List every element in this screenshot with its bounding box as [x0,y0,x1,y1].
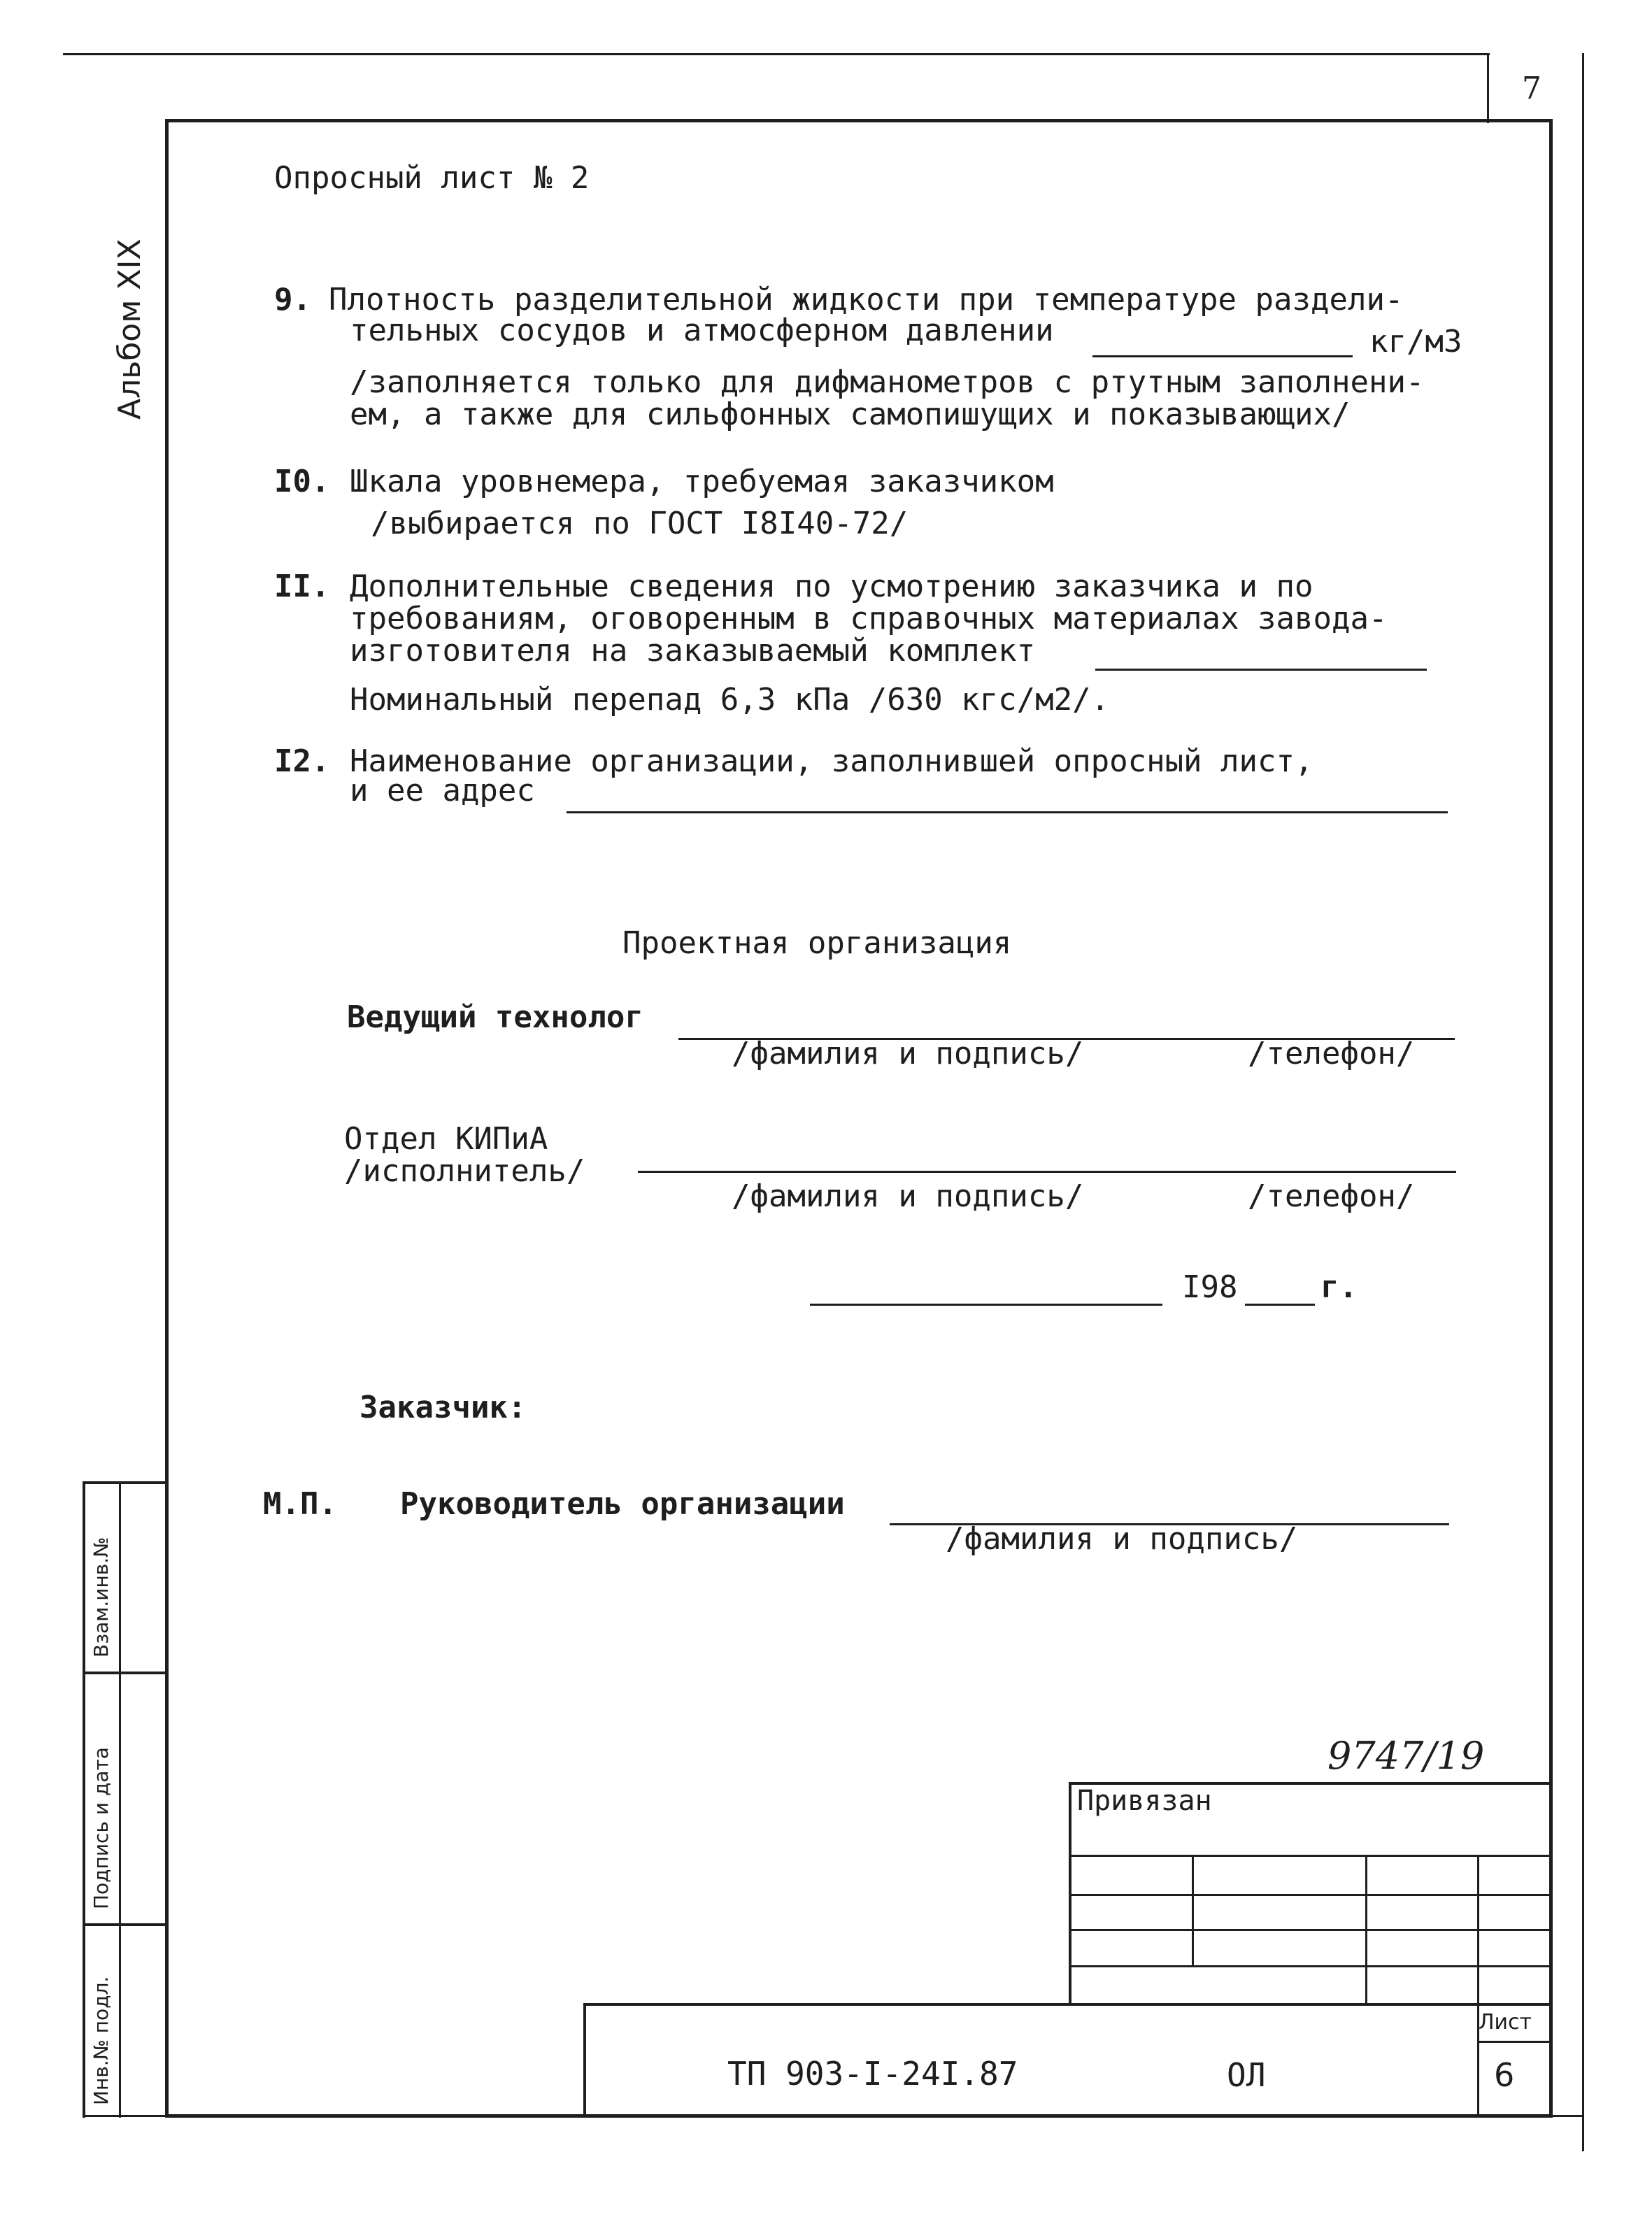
lead-caption-name: /фамилия и подпись/ [732,1036,1084,1071]
page-number-box-right [1582,53,1584,123]
sheet-label: Лист [1479,2010,1532,2034]
item-9-note2: ем, а также для сильфонных самопишущих и показывающих/ [350,397,1351,432]
side-stamp-divider [119,1481,121,2118]
item-12-number: I2. [274,743,330,779]
bottom-rule [83,2115,1583,2117]
stamp-mp: М.П. [263,1486,337,1522]
dept-caption-phone: /телефон/ [1248,1178,1415,1214]
item-9-line2: тельных сосудов и атмосферном давлении [350,313,1054,348]
customer-title: Заказчик: [359,1390,527,1425]
top-rule [63,53,1490,55]
side-field-vzam: Взам.инв.№ [90,1537,113,1658]
form-heading: Опросный лист № 2 [274,160,590,196]
dept-label-line1: Отдел КИПиА [344,1121,548,1157]
item-9-unit: кг/м3 [1369,324,1462,359]
item-12-line2: и ее адрес [350,773,535,808]
bound-label: Привязан [1077,1785,1212,1817]
item-11-number: II. [274,569,330,604]
sheet-divider [1477,2041,1553,2043]
bound-col2 [1365,1855,1367,2006]
org-head-label: Руководитель организации [400,1486,845,1522]
side-field-podpis: Подпись и дата [90,1747,113,1909]
item-11-answer-line [1095,669,1427,671]
item-11-line4: Номинальный перепад 6,3 кПа /630 кгс/м2/. [350,682,1110,718]
side-stamp-row2 [83,1923,165,1926]
bound-col1 [1192,1855,1194,1967]
item-9-note1: /заполняется только для дифманометров с ртутным заполнени- [350,364,1425,400]
dept-label-line2: /исполнитель/ [344,1153,585,1189]
year-prefix: I98 [1182,1269,1238,1305]
item-9-answer-line [1092,355,1353,357]
dept-caption-name: /фамилия и подпись/ [732,1178,1084,1214]
org-head-caption: /фамилия и подпись/ [946,1521,1298,1557]
page-number-box-left [1487,53,1489,123]
year-blank [1245,1304,1315,1306]
item-10-number: I0. [274,464,330,499]
right-outer-rule [1582,123,1584,2151]
item-9-number: 9. [274,282,311,318]
item-12-answer-line [567,811,1448,813]
item-11-line2: требованиям, оговоренным в справочных материалах завода- [350,601,1388,636]
item-9-line1: Плотность разделительной жидкости при температуре раздели- [329,282,1404,318]
bound-row1 [1069,1855,1553,1857]
page-number: 7 [1522,71,1541,106]
handwritten-number: 9747/19 [1327,1734,1485,1778]
side-field-inv: Инв.№ подл. [90,1976,113,2105]
bound-row4 [1069,1965,1553,1967]
sheet-number: 6 [1494,2056,1515,2094]
album-label: Альбом XIX [112,238,148,420]
doc-type: ОЛ [1227,2056,1266,2094]
project-org-title: Проектная организация [622,925,1012,961]
item-11-line3: изготовителя на заказываемый комплект [350,633,1036,669]
lead-technologist-label: Ведущий технолог [347,999,643,1035]
bound-row3 [1069,1929,1553,1931]
item-12-line1: Наименование организации, заполнившей опросный лист, [350,743,1313,779]
item-11-line1: Дополнительные сведения по усмотрению заказчика и по [350,569,1313,604]
dept-signature-line [638,1171,1456,1173]
side-stamp-row1 [83,1672,165,1674]
lead-caption-phone: /телефон/ [1248,1036,1415,1071]
item-10-line1: Шкала уровнемера, требуемая заказчиком [350,464,1054,499]
year-suffix: г. [1320,1269,1358,1305]
date-line [810,1304,1162,1306]
doc-code: ТП 903-I-24I.87 [727,2055,1018,2093]
bound-row2 [1069,1894,1553,1896]
item-10-note1: /выбирается по ГОСТ I8I40-72/ [371,506,909,541]
